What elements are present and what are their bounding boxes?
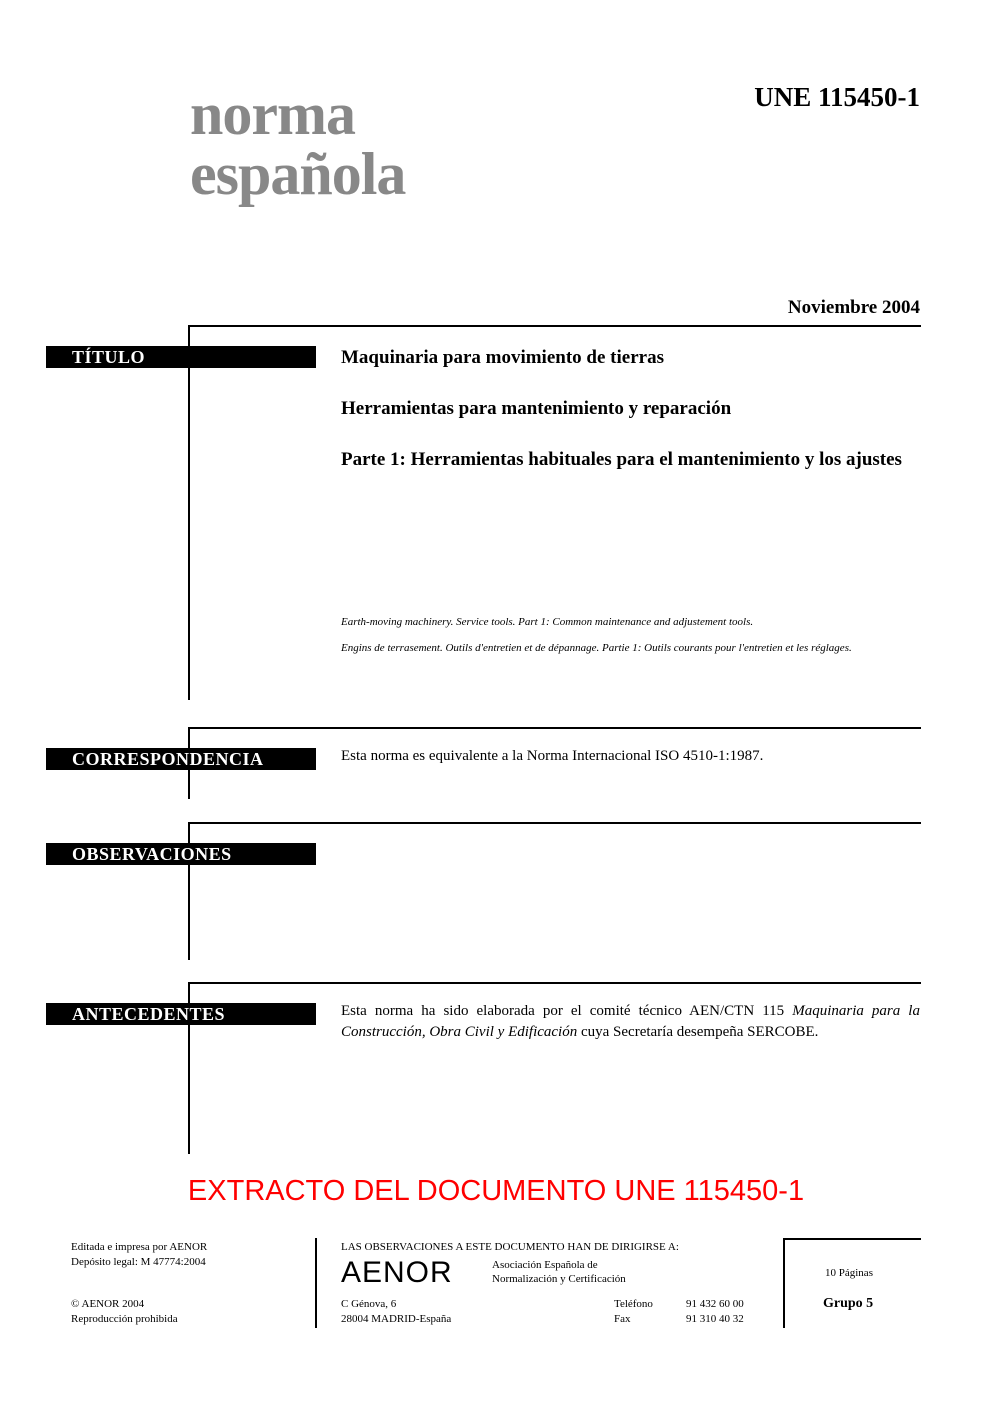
observaciones-top-divider bbox=[188, 822, 921, 824]
standard-code: UNE 115450-1 bbox=[754, 82, 920, 112]
title-line-3: Parte 1: Herramientas habituales para el mantenimiento y los ajustes bbox=[341, 449, 902, 470]
address-line-2: 28004 MADRID-España bbox=[341, 1313, 452, 1325]
footer-divider-left bbox=[315, 1238, 317, 1328]
titulo-side-divider bbox=[188, 325, 190, 700]
french-title: Engins de terrasement. Outils d'entretien et de dépannage. Partie 1: Outils courants pour l'entretien et les réglages. bbox=[341, 642, 852, 654]
antecedentes-content bbox=[341, 1001, 920, 1043]
association-line-1: Asociación Española de bbox=[492, 1259, 598, 1271]
page-count: 10 Páginas bbox=[825, 1267, 873, 1279]
phone-value: 91 432 60 00 bbox=[686, 1298, 744, 1310]
footer-box-top bbox=[783, 1238, 921, 1240]
footer-divider-right bbox=[783, 1238, 785, 1328]
titulo-translations bbox=[341, 615, 920, 656]
titulo-top-divider bbox=[188, 325, 921, 327]
fax-value: 91 310 40 32 bbox=[686, 1313, 744, 1325]
legal-deposit: Depósito legal: M 47774:2004 bbox=[71, 1256, 206, 1268]
correspondencia-top-divider bbox=[188, 727, 921, 729]
aenor-logo: AENOR bbox=[341, 1256, 453, 1289]
titulo-content bbox=[341, 346, 920, 472]
committee-name: Maquinaria para la Construcción, Obra Civil y Edificación bbox=[341, 1003, 920, 1040]
antecedentes-text bbox=[341, 1001, 920, 1043]
brand-espanola: española bbox=[190, 141, 406, 207]
publication-date: Noviembre 2004 bbox=[787, 297, 920, 318]
price-group: Grupo 5 bbox=[823, 1296, 874, 1311]
association-line-2: Normalización y Certificación bbox=[492, 1273, 626, 1285]
brand-norma: norma bbox=[190, 81, 355, 147]
correspondencia-text: Esta norma es equivalente a la Norma Internacional ISO 4510-1:1987. bbox=[341, 748, 764, 764]
phone-label: Teléfono bbox=[614, 1298, 653, 1310]
antecedentes-text-end: cuya Secretaría desempeña SERCOBE. bbox=[577, 1024, 819, 1040]
title-line-2: Herramientas para mantenimiento y reparación bbox=[341, 398, 732, 419]
address-line-1: C Génova, 6 bbox=[341, 1298, 397, 1310]
observaciones-label: OBSERVACIONES bbox=[46, 843, 316, 865]
edited-by: Editada e impresa por AENOR bbox=[71, 1241, 208, 1253]
antecedentes-top-divider bbox=[188, 982, 921, 984]
antecedentes-label: ANTECEDENTES bbox=[46, 1003, 316, 1025]
english-title: Earth-moving machinery. Service tools. Part 1: Common maintenance and adjustement tools. bbox=[341, 616, 754, 628]
extract-notice: EXTRACTO DEL DOCUMENTO UNE 115450-1 bbox=[187, 1175, 805, 1207]
correspondencia-label: CORRESPONDENCIA bbox=[46, 748, 316, 770]
title-line-1: Maquinaria para movimiento de tierras bbox=[341, 347, 664, 368]
fax-label: Fax bbox=[614, 1313, 631, 1325]
observations-heading: LAS OBSERVACIONES A ESTE DOCUMENTO HAN DE DIRIGIRSE A: bbox=[341, 1241, 679, 1253]
titulo-label: TÍTULO bbox=[46, 346, 316, 368]
copyright: © AENOR 2004 bbox=[71, 1298, 145, 1310]
antecedentes-text-start: Esta norma ha sido elaborada por el comité técnico AEN/CTN 115 bbox=[341, 1003, 793, 1019]
correspondencia-content bbox=[341, 746, 920, 767]
reproduction-notice: Reproducción prohibida bbox=[71, 1313, 178, 1325]
